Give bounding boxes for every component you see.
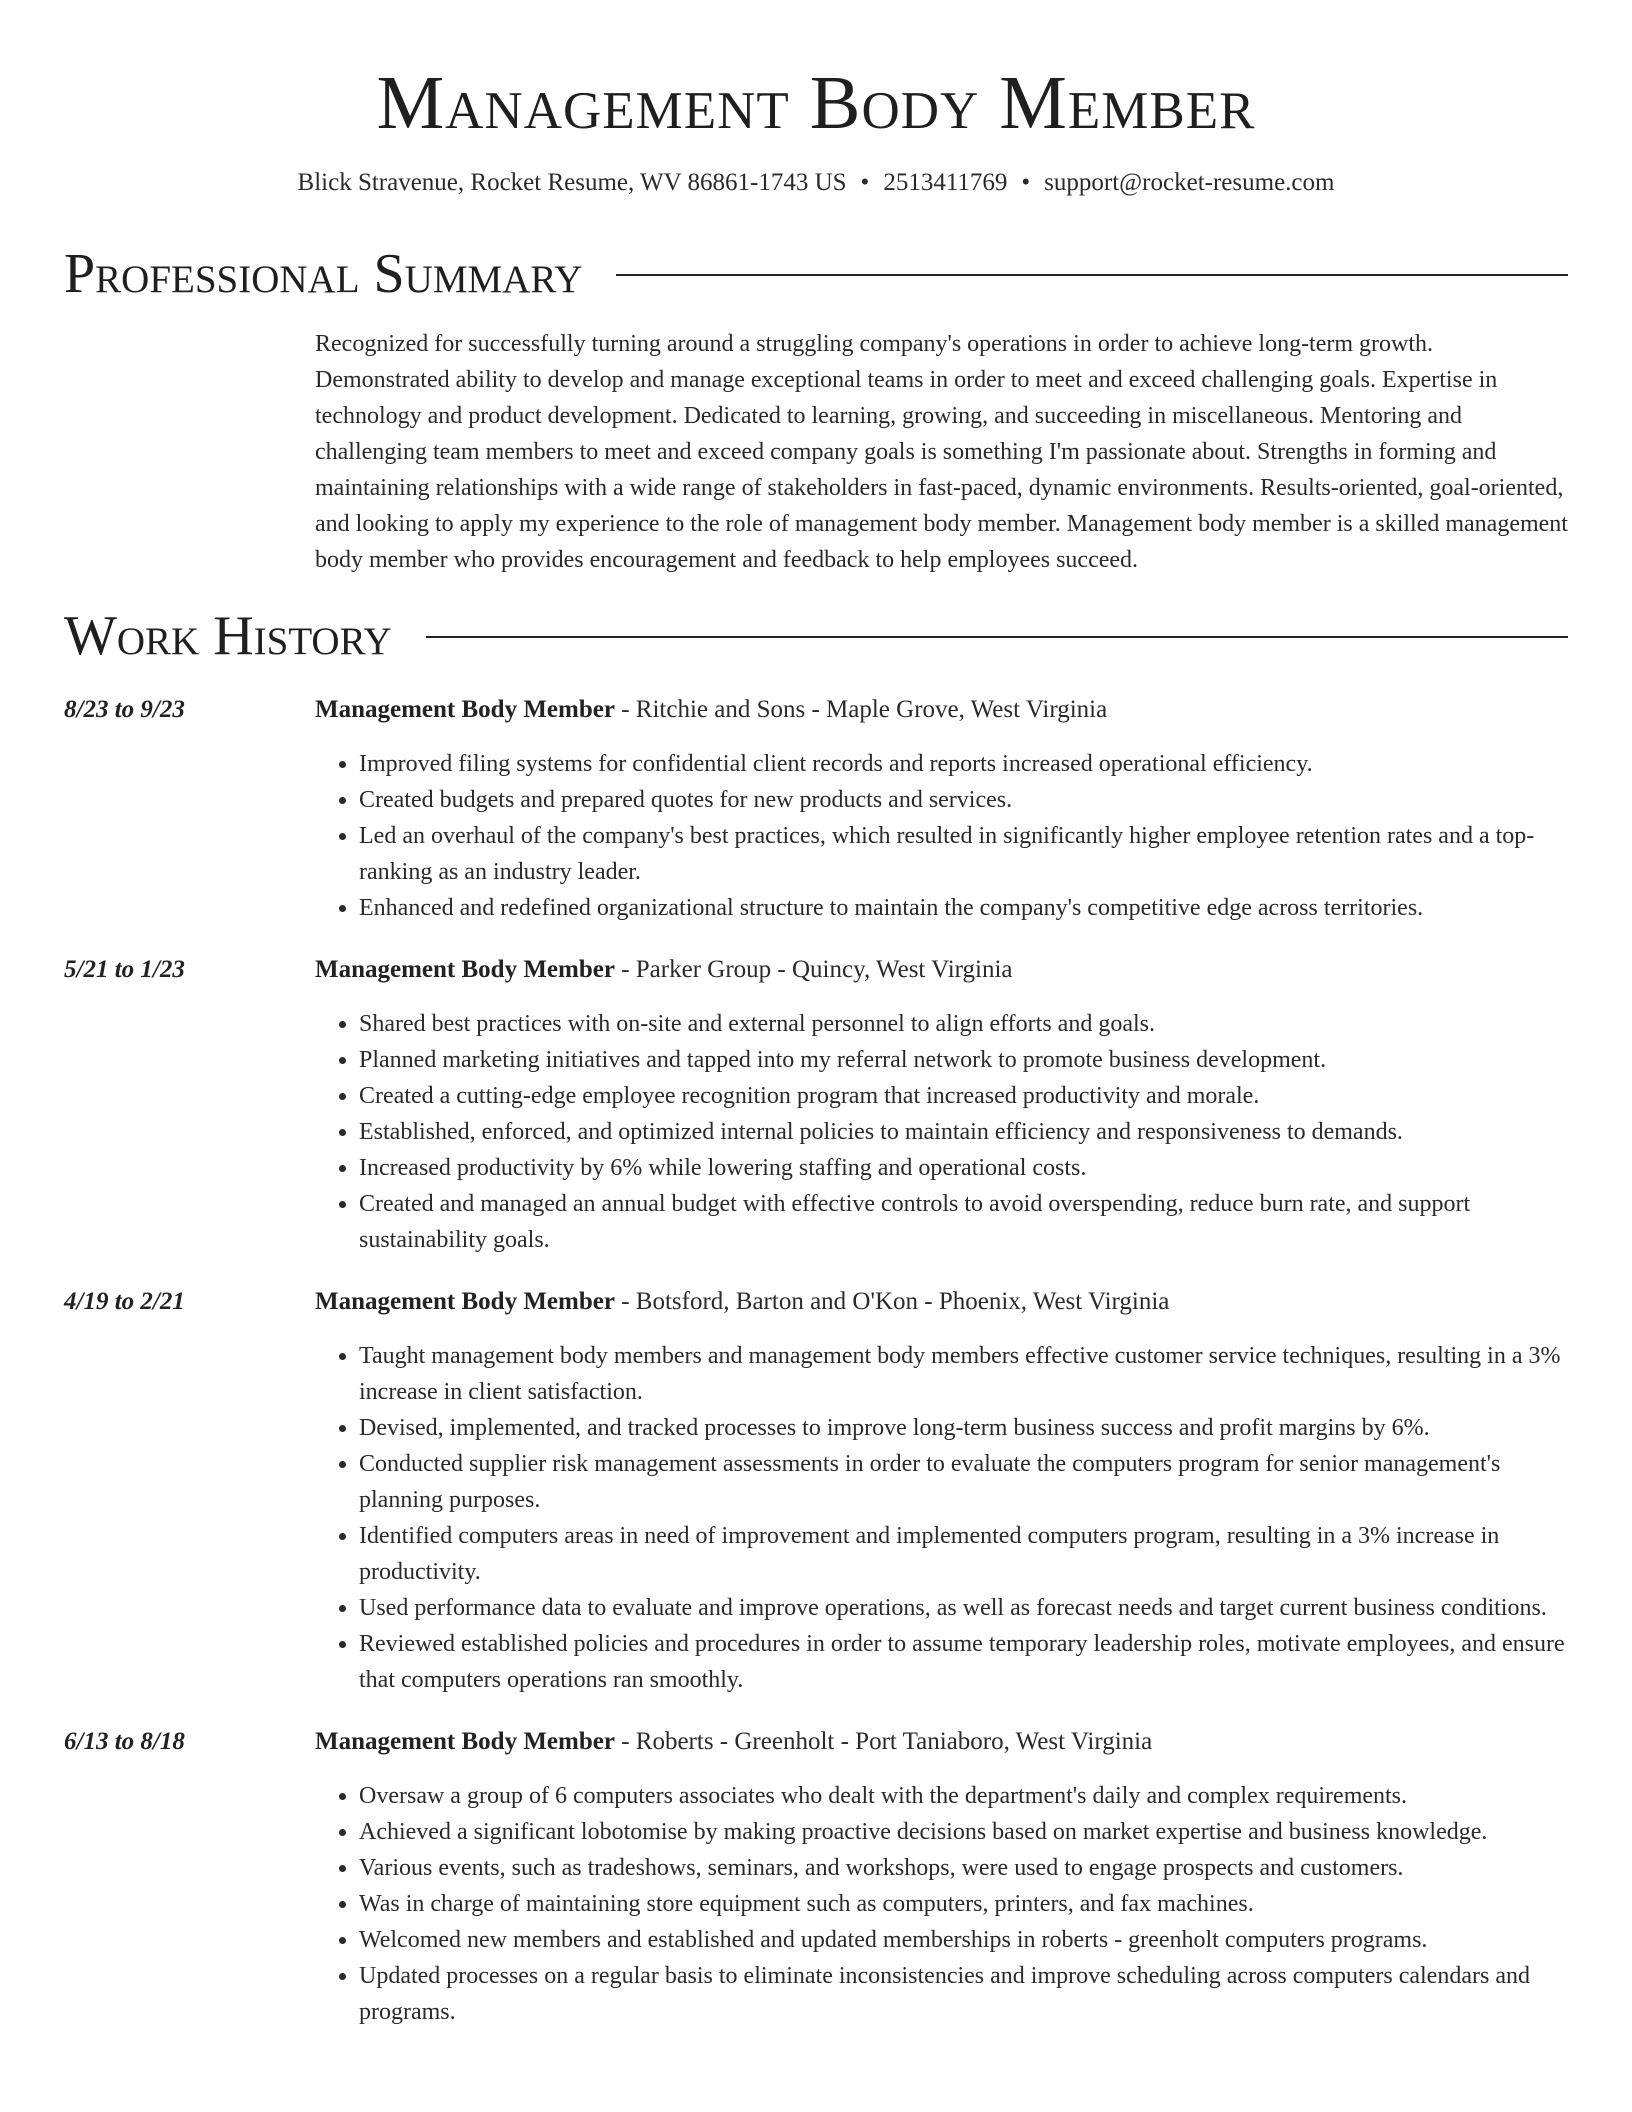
job-bullet: • Oversaw a group of 6 computers associates who dealt with the department's daily and complex requirements.	[359, 1778, 1568, 1814]
job-bullet: • Created and managed an annual budget with effective controls to avoid overspending, reduce burn rate, and support sustainability goals.	[359, 1186, 1568, 1258]
job-bullet: • Updated processes on a regular basis to eliminate inconsistencies and improve scheduling across computers calendars and programs.	[359, 1958, 1568, 2030]
summary-text: Recognized for successfully turning around a struggling company's operations in order to achieve long-term growth. Demonstrated ability to develop and manage exceptional teams in order to meet and exceed challenging goals. Expertise in technology and product development. Dedicated to learning, growing, and succeeding in miscellaneous. Mentoring and challenging team members to meet and exceed company goals is something I'm passionate about. Strengths in forming and maintaining relationships with a wide range of stakeholders in fast-paced, dynamic environments. Results-oriented, goal-oriented, and looking to apply my experience to the role of management body member. Management body member is a skilled management body member who provides encouragement and feedback to help employees succeed.	[315, 331, 1568, 573]
job-bullet-list	[315, 1338, 1568, 1698]
job-dates: 6/13 to 8/18	[64, 1728, 185, 1755]
work-history-list	[64, 692, 1568, 2030]
job-bullet: • Shared best practices with on-site and external personnel to align efforts and goals.	[359, 1006, 1568, 1042]
contact-separator: •	[1021, 169, 1031, 196]
job-bullet: • Improved filing systems for confidential client records and reports increased operational efficiency.	[359, 746, 1568, 782]
job-bullet: • Created a cutting-edge employee recognition program that increased productivity and morale.	[359, 1078, 1568, 1114]
job-title-line	[315, 692, 1568, 728]
job-bullet: • Achieved a significant lobotomise by making proactive decisions based on market expertise and business knowledge.	[359, 1814, 1568, 1850]
job-title-line	[315, 1724, 1568, 1760]
job-body	[315, 1284, 1568, 1698]
job-bullet: • Devised, implemented, and tracked processes to improve long-term business success and profit margins by 6%.	[359, 1410, 1568, 1446]
job-bullet: • Was in charge of maintaining store equipment such as computers, printers, and fax machines.	[359, 1886, 1568, 1922]
work-section-title: Work History	[64, 605, 392, 667]
job-bullet: • Reviewed established policies and procedures in order to assume temporary leadership roles, motivate employees, and ensure that computers operations ran smoothly.	[359, 1626, 1568, 1698]
job-body	[315, 952, 1568, 1258]
job-bullet-list	[315, 1778, 1568, 2030]
section-divider	[426, 636, 1568, 638]
job-bullet: • Planned marketing initiatives and tapped into my referral network to promote business development.	[359, 1042, 1568, 1078]
work-section-header	[64, 604, 1568, 668]
job-dates: 4/19 to 2/21	[64, 1288, 185, 1315]
job-bullet: • Created budgets and prepared quotes for new products and services.	[359, 782, 1568, 818]
job-bullet: • Various events, such as tradeshows, seminars, and workshops, were used to engage prospects and customers.	[359, 1850, 1568, 1886]
job-dates: 5/21 to 1/23	[64, 956, 185, 983]
contact-address: Blick Stravenue, Rocket Resume, WV 86861-1743 US	[297, 169, 847, 196]
contact-email: support@rocket-resume.com	[1044, 169, 1335, 196]
job-bullet: • Taught management body members and management body members effective customer service techniques, resulting in a 3% increase in client satisfaction.	[359, 1338, 1568, 1410]
job-entry	[64, 952, 1568, 1258]
job-body	[315, 692, 1568, 926]
candidate-name: Management Body Member	[376, 61, 1256, 145]
job-bullet: • Increased productivity by 6% while lowering staffing and operational costs.	[359, 1150, 1568, 1186]
job-bullet-list	[315, 746, 1568, 926]
job-role: Management Body Member	[315, 956, 615, 983]
job-employer-location: - Botsford, Barton and O'Kon - Phoenix, West Virginia	[614, 1288, 1170, 1315]
job-entry	[64, 1284, 1568, 1698]
summary-section-header	[64, 242, 1568, 306]
job-employer-location: - Ritchie and Sons - Maple Grove, West Virginia	[614, 696, 1108, 723]
job-employer-location: - Roberts - Greenholt - Port Taniaboro, West Virginia	[614, 1728, 1153, 1755]
job-bullet: • Enhanced and redefined organizational structure to maintain the company's competitive edge across territories.	[359, 890, 1568, 926]
job-body	[315, 1724, 1568, 2030]
job-bullet: • Welcomed new members and established and updated memberships in roberts - greenholt computers programs.	[359, 1922, 1568, 1958]
job-role: Management Body Member	[315, 696, 615, 723]
contact-phone: 2513411769	[883, 169, 1008, 196]
contact-separator: •	[860, 169, 870, 196]
job-title-line	[315, 1284, 1568, 1320]
job-bullet: • Identified computers areas in need of improvement and implemented computers program, resulting in a 3% increase in productivity.	[359, 1518, 1568, 1590]
job-bullet: • Conducted supplier risk management assessments in order to evaluate the computers program for senior management's planning purposes.	[359, 1446, 1568, 1518]
job-role: Management Body Member	[315, 1288, 615, 1315]
job-entry	[64, 692, 1568, 926]
contact-line	[64, 166, 1568, 200]
resume-page	[64, 0, 1568, 2030]
section-divider	[616, 274, 1568, 276]
job-bullet: • Led an overhaul of the company's best practices, which resulted in significantly higher employee retention rates and a top-ranking as an industry leader.	[359, 818, 1568, 890]
job-bullet-list	[315, 1006, 1568, 1258]
job-employer-location: - Parker Group - Quincy, West Virginia	[614, 956, 1013, 983]
job-dates: 8/23 to 9/23	[64, 696, 185, 723]
job-entry	[64, 1724, 1568, 2030]
job-title-line	[315, 952, 1568, 988]
job-role: Management Body Member	[315, 1728, 615, 1755]
summary-section-title: Professional Summary	[64, 243, 583, 305]
job-bullet: • Used performance data to evaluate and improve operations, as well as forecast needs and target current business conditions.	[359, 1590, 1568, 1626]
job-bullet: • Established, enforced, and optimized internal policies to maintain efficiency and responsiveness to demands.	[359, 1114, 1568, 1150]
